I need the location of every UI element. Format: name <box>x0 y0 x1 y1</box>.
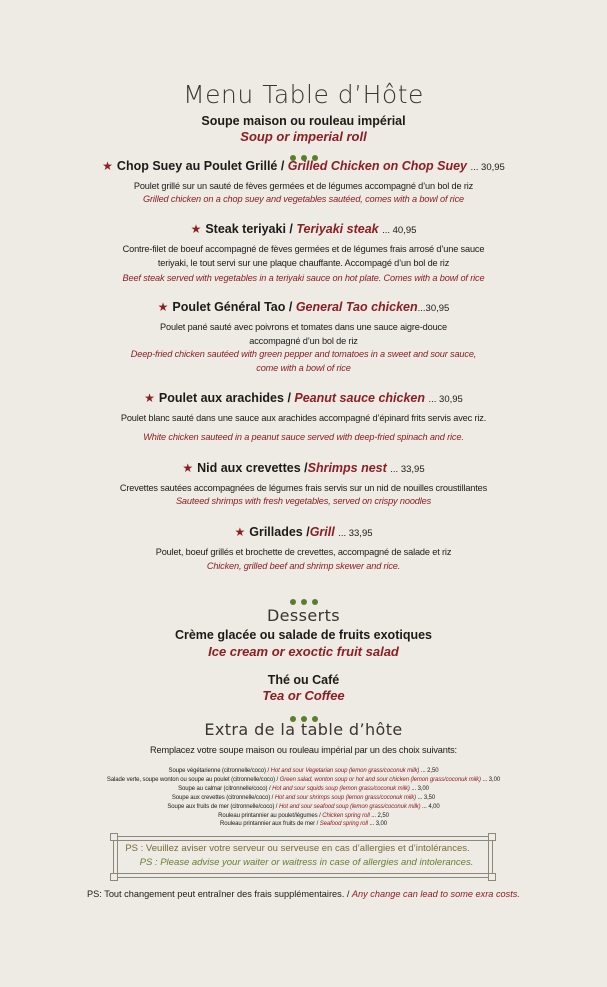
dish-desc-en: come with a bowl of rice <box>256 363 351 373</box>
desserts-fr: Crème glacée ou salade de fruits exotiques <box>174 628 433 642</box>
frame-corner <box>488 873 496 881</box>
allergy-notice-en: PS : Please advise your waiter or waitress in case of allergies and intolerances. <box>139 857 474 868</box>
extra-intro: Remplacez votre soupe maison ou rouleau impérial par un des choix suivants: <box>150 745 457 755</box>
footer-note: PS: Tout changement peut entraîner des frais supplémentaires. / Any change can lead to some exra costs. <box>87 889 520 899</box>
star-icon: ★ <box>234 525 246 539</box>
desserts-en: Ice cream or exoctic fruit salad <box>208 644 399 659</box>
dish-desc-fr: Poulet, boeuf grillés et brochette de crevettes, accompagné de salade et riz <box>155 547 452 557</box>
dish-desc-en: Deep-fried chicken sautéed with green pepper and tomatoes in a sweet and sour sauce, <box>130 349 477 359</box>
drinks-en: Tea or Coffee <box>262 688 345 703</box>
dish-desc-en: Chicken, grilled beef and shrimp skewer and rice. <box>206 561 401 571</box>
allergy-notice-fr: PS : Veuillez aviser votre serveur ou serveuse en cas d’allergies et d’intolérances. <box>125 843 470 854</box>
extra-item: Soupe aux crevettes (citronnelle/coco) / Hot and sour shrimps soup (lemon grass/coconuk milk) ... 3,50 <box>171 795 436 801</box>
extra-item: Rouleau printannier aux fruits de mer / Seafood spring roll ... 3,00 <box>220 821 387 827</box>
extra-item: Soupe aux fruits de mer (citronnelle/coco) / Hot and sour seafood soup (lemon grass/coconuk milk) ... 4,00 <box>167 804 440 810</box>
dish-desc-en: Beef steak served with vegetables in a teriyaki sauce on hot plate. Comes with a bowl of rice <box>122 273 485 283</box>
dish-title: ★ Grillades /Grill ... 33,95 <box>234 525 373 539</box>
dish-title: ★ Poulet Général Tao / General Tao chicken...30,95 <box>157 300 450 314</box>
dish-desc-fr: Poulet pané sauté avec poivrons et tomates dans une sauce aigre-douce <box>160 322 447 332</box>
extra-item: Salade verte, soupe wonton ou soupe au poulet (citronnelle/coco) / Green salad, wonton soup or hot and sour chicken (lemon grass/coconuk milk) ... 3,00 <box>106 777 501 783</box>
dish-desc-en: Grilled chicken on a chop suey and vegetables sautéed, comes with a bowl of rice <box>143 194 464 204</box>
dish-desc-fr: Contre-filet de boeuf accompagné de fèves germées et de légumes frais arrosé d’une sauce <box>122 244 485 254</box>
dish-title: ★ Steak teriyaki / Teriyaki steak ... 40,95 <box>190 222 417 236</box>
dish-desc-fr: Crevettes sautées accompagnées de légumes frais servis sur un nid de nouilles croustillantes <box>119 483 488 493</box>
dish-desc-fr: accompagné d’un bol de riz <box>249 336 358 346</box>
menu-title: Menu Table d’Hôte <box>183 80 424 109</box>
extra-item: Rouleau printannier au poulet/légumes / Chicken spring roll ... 2,50 <box>218 813 389 819</box>
star-icon: ★ <box>157 300 169 314</box>
dish-desc-fr: Poulet grillé sur un sauté de fèves germées et de légumes accompagné d’un bol de riz <box>133 181 474 191</box>
desserts-heading: Desserts <box>266 606 341 625</box>
extra-item: Soupe au calmar (citronnelle/coco) / Hot and sour squids soup (lemon grass/coconuk milk) ... 3,00 <box>178 786 429 792</box>
dish-desc-fr: teriyaki, le tout servi sur une plaque chauffante. Accompagé d’un bol de riz <box>157 258 450 268</box>
starter-fr: Soupe maison ou rouleau impérial <box>201 114 406 128</box>
star-icon: ★ <box>182 461 194 475</box>
star-icon: ★ <box>144 391 155 405</box>
dish-desc-fr: Poulet blanc sauté dans une sauce aux arachides accompagné d’épinard frits servis avec riz. <box>120 413 487 423</box>
extra-heading: Extra de la table d’hôte <box>204 720 403 739</box>
frame-corner <box>488 833 496 841</box>
extra-item: Soupe végétarienne (citronnelle/coco) / Hot and sour Vegetarian soup (lemon grass/coconuk milk) ... 2,50 <box>168 768 439 774</box>
dish-title: ★ Nid aux crevettes /Shrimps nest ... 33,95 <box>182 461 425 475</box>
frame-corner <box>110 833 118 841</box>
starter-en: Soup or imperial roll <box>240 129 367 144</box>
frame-corner <box>110 873 118 881</box>
dish-desc-en: Sauteed shrimps with fresh vegetables, served on crispy noodles <box>175 496 432 506</box>
star-icon: ★ <box>102 159 113 173</box>
drinks-fr: Thé ou Café <box>267 673 340 687</box>
dish-title: ★ Poulet aux arachides / Peanut sauce chicken ... 30,95 <box>144 391 463 405</box>
dish-title: ★ Chop Suey au Poulet Grillé / Grilled Chicken on Chop Suey ... 30,95 <box>102 159 505 173</box>
dish-desc-en: White chicken sauteed in a peanut sauce served with deep-fried spinach and rice. <box>143 432 464 442</box>
star-icon: ★ <box>190 222 202 236</box>
